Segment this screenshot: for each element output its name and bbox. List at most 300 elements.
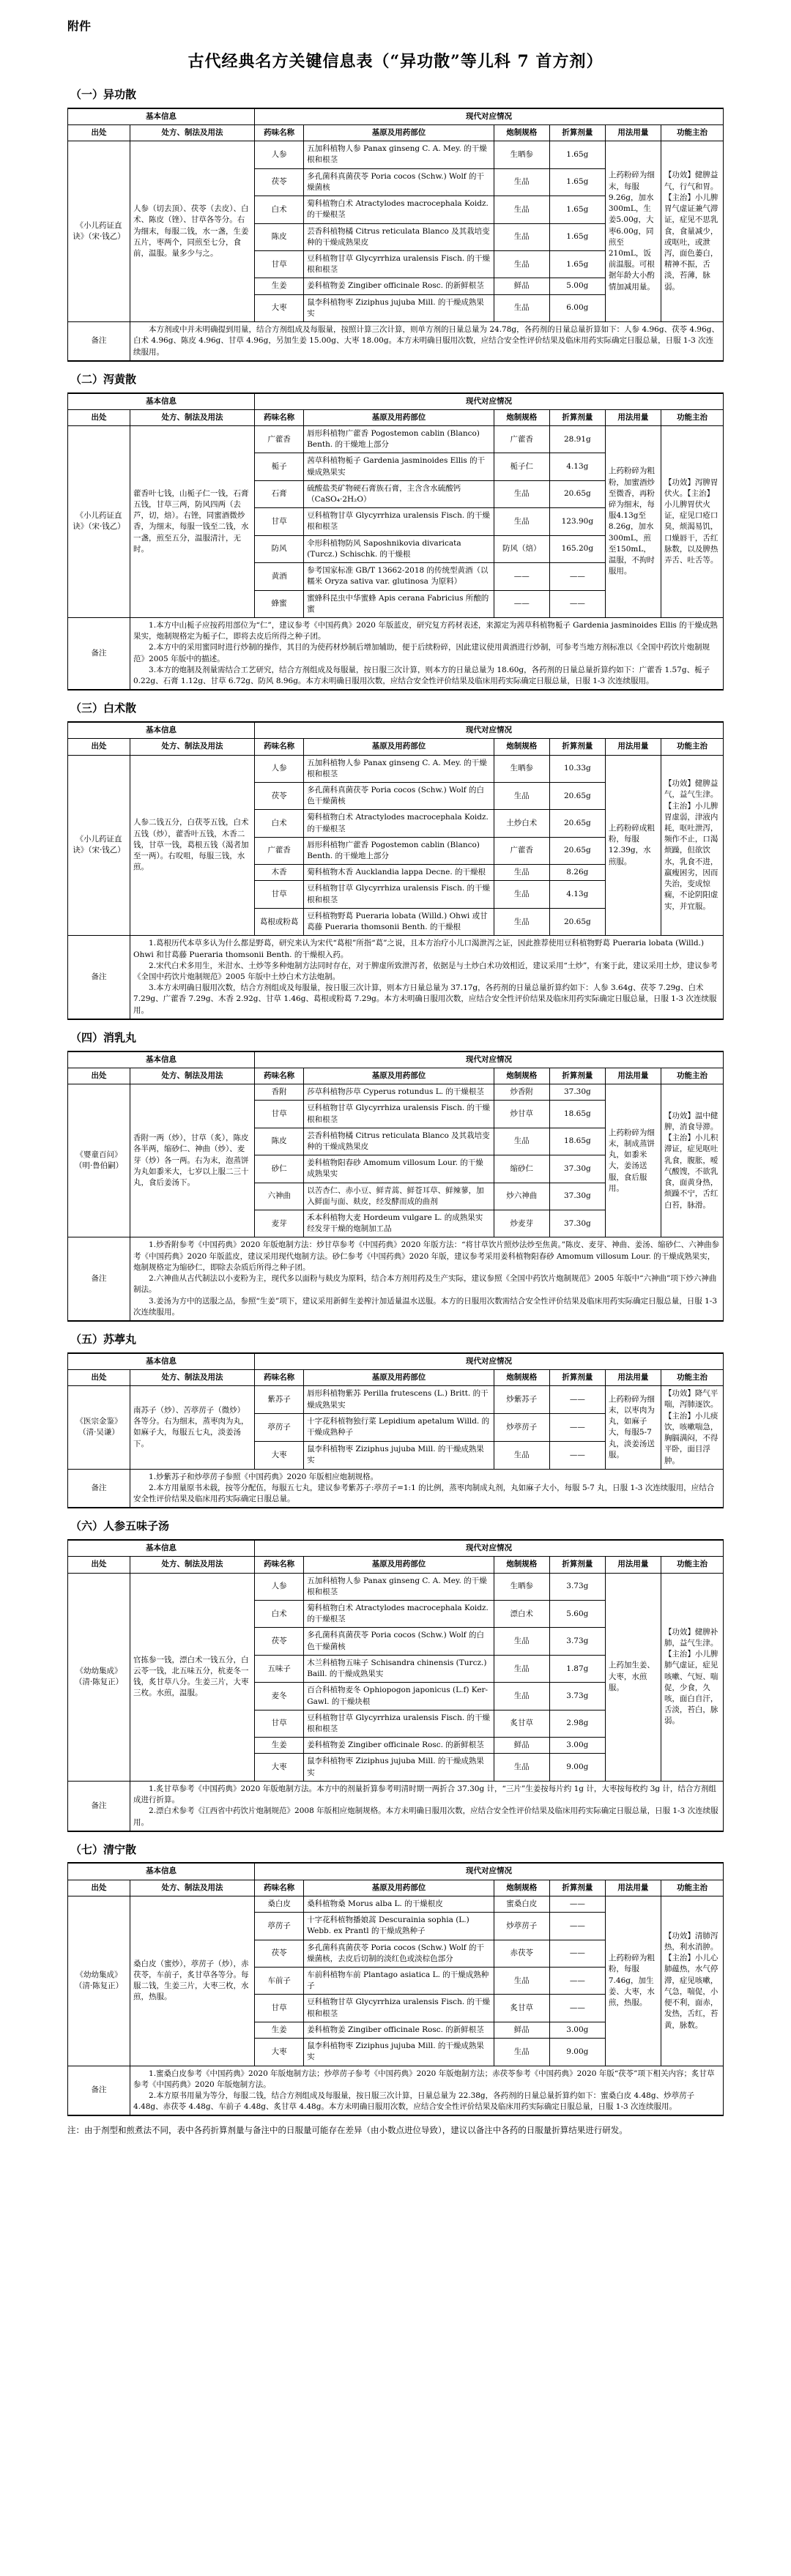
header-dose: 折算剂量 — [549, 1068, 605, 1084]
dose-cell: 9.00g — [549, 1754, 605, 1781]
method-cell: 南苏子（炒）、苦葶苈子（微炒）各等分。右为细末，蒸枣肉为丸，如麻子大，每服五七丸，淡姜汤下。 — [130, 1386, 255, 1470]
origin-cell: 鼠李科植物枣 Ziziphus jujuba Mill. 的干燥成熟果实 — [304, 2039, 494, 2066]
herb-cell: 防风 — [255, 535, 304, 562]
dose-cell: 18.65g — [549, 1101, 605, 1128]
spec-cell: 炒葶苈子 — [494, 1414, 549, 1442]
header-usage: 用法用量 — [605, 125, 661, 141]
header-function: 功能主治 — [661, 409, 723, 425]
header-source: 出处 — [68, 1369, 130, 1385]
section-heading: （七）清宁散 — [70, 1842, 137, 1856]
dose-cell: 5.60g — [549, 1601, 605, 1628]
header-basic-info: 基本信息 — [68, 108, 255, 125]
origin-cell: 豆科植物甘草 Glycyrrhiza uralensis Fisch. 的干燥根和根茎 — [304, 251, 494, 278]
herb-cell: 生姜 — [255, 278, 304, 294]
herb-cell: 人参 — [255, 141, 304, 168]
origin-cell: 唇形科植物广藿香 Pogostemon cablin (Blanco) Benth. 的干燥地上部分 — [304, 837, 494, 864]
spec-cell: 生品 — [494, 865, 549, 881]
section-heading: （四）消乳丸 — [70, 1030, 137, 1044]
herb-cell: 麦冬 — [255, 1683, 304, 1710]
note-cell — [130, 618, 724, 690]
header-herb: 药味名称 — [255, 1068, 304, 1084]
origin-cell: 姜科植物姜 Zingiber officinale Rosc. 的新鲜根茎 — [304, 278, 494, 294]
source-cell: 《医宗金鉴》（清·吴谦） — [68, 1386, 130, 1470]
header-usage: 用法用量 — [605, 1557, 661, 1573]
herb-cell: 生姜 — [255, 1738, 304, 1754]
section-heading: （一）异功散 — [70, 88, 137, 102]
method-cell: 官拣参一钱，漂白术一钱五分，白云苓一钱，北五味五分，杭麦冬一钱，炙甘草八分。生姜三片，大枣三枚。水煎，温服。 — [130, 1573, 255, 1781]
table-row — [68, 1573, 724, 1600]
herb-cell: 生姜 — [255, 2022, 304, 2038]
usage-cell: 上药粉碎为细末，每服9.26g，加水300mL，生姜5.00g，大枣6.00g，同煎至210mL，饭前温服。可根据年龄大小酌情加减用量。 — [605, 141, 661, 322]
herb-cell: 陈皮 — [255, 1128, 304, 1155]
origin-cell: 芸香科植物橘 Citrus reticulata Blanco 及其栽培变种的干燥成熟果皮 — [304, 1128, 494, 1155]
dose-cell: 10.33g — [549, 755, 605, 782]
formula-table — [67, 1862, 724, 2116]
section-heading: （二）泻黄散 — [70, 372, 137, 386]
herb-cell: 甘草 — [255, 1995, 304, 2022]
herb-cell: 香附 — [255, 1084, 304, 1101]
note-paragraph: 2.本方原书用量为等分，每服二钱，结合方剂组成及每服量，按日服三次计算，日量总量为 22.38g，各药剂的日量总量折算约如下：蜜桑白皮 4.48g、炒葶苈子 4.48g、赤茯苓 4.48g、车前子 4.48g、炙甘草 4.48g。本方未明确日服用次数，应结合安全性评价结果及临床用药实际确定日服总量，日服 1-3 次连续服用。 — [133, 2091, 695, 2112]
header-source: 出处 — [68, 409, 130, 425]
usage-cell: 上药粉碎为粗粉，每服7.46g，加生姜、大枣，水煎，热服。 — [605, 1896, 661, 2066]
origin-cell: 豆科植物野葛 Pueraria lobata (Willd.) Ohwi 或甘葛藤 Pueraria thomsonii Benth. 的干燥根 — [304, 908, 494, 935]
function-cell: 【功效】健脾益气，益气生津。【主治】小儿脾胃虚弱，津液内耗，呕吐泄泻，频作不止，口渴烦躁，但欲饮水，乳食不进，羸瘦困劣，因而失治，变成惊痫，不论阴阳虚实，并宜服。 — [661, 755, 723, 936]
spec-cell: —— — [494, 590, 549, 617]
note-paragraph: 1.炙甘草参考《中国药典》2020 年版炮制方法。本方中的剂量折算参考明清时期一两折合 37.30g 计，“三片”生姜按每片约 1g 计，大枣按每枚约 3g 计，结合方剂组成进行折算。 — [133, 1784, 716, 1805]
note-paragraph: 3.本方未明确日服用次数，结合方剂组成及每服量，按日服三次计算，则本方日量总量为 37.17g，各药剂的日量总量折算约如下：人参 3.64g、茯苓 7.29g、白术 7.29g、广藿香 7.29g、木香 2.92g、甘草 1.46g、葛根或粉葛 7.29g。本方未明确日服用次数，应结合安全性评价结果及临床用药实际确定日服总量，日服 1-3 次连续服用。 — [133, 983, 717, 1015]
note-paragraph: 3.姜汤为方中的送服之品，参照“生姜”项下，建议采用新鲜生姜榨汁加适量温水送服。本方的日服用次数需结合安全性评价结果及临床用药实际确定日服总量，日服 1-3 次连续服用。 — [133, 1296, 718, 1317]
herb-cell: 白术 — [255, 1601, 304, 1628]
header-function: 功能主治 — [661, 1880, 723, 1896]
usage-cell: 上药粉碎为细末，以枣肉为丸，如麻子大，每服5-7丸，淡姜汤送服。 — [605, 1386, 661, 1470]
usage-cell: 上药粉碎为粗粉，加蜜酒炒至微香，再粉碎为细末，每服4.13g至8.26g，加水300mL，煎至150mL，温服，不拘时服用。 — [605, 425, 661, 617]
document-title: 古代经典名方关键信息表（“异功散”等儿科 7 首方剂） — [187, 52, 604, 72]
herb-cell: 陈皮 — [255, 223, 304, 250]
header-modern: 现代对应情况 — [255, 1051, 724, 1068]
spec-cell: 生品 — [494, 1628, 549, 1655]
function-cell: 【功效】温中健脾，消食导滞。【主治】小儿积滞证，症见呕吐乳食，腹胀，嗳气酸馊，不欲乳食，面黄身热，烦躁不宁，舌红白苔，脉滑。 — [661, 1084, 723, 1237]
origin-cell: 唇形科植物广藿香 Pogostemon cablin (Blanco) Benth. 的干燥地上部分 — [304, 425, 494, 453]
spec-cell: 生晒参 — [494, 1573, 549, 1600]
origin-cell: 姜科植物阳春砂 Amomum villosum Lour. 的干燥成熟果实 — [304, 1155, 494, 1183]
usage-cell: 上药粉碎为细末，制成蒸饼丸，如黍米大，姜汤送服，食后服用。 — [605, 1084, 661, 1237]
herb-cell: 大枣 — [255, 294, 304, 321]
herb-cell: 大枣 — [255, 1441, 304, 1469]
header-origin: 基原及用药部位 — [304, 1557, 494, 1573]
header-method: 处方、制法及用法 — [130, 739, 255, 755]
note-label: 备注 — [68, 1781, 130, 1831]
spec-cell: 生品 — [494, 168, 549, 196]
note-cell — [130, 936, 724, 1019]
origin-cell: 参考国家标准 GB/T 13662-2018 的传统型黄酒（以糯米 Oryza sativa var. glutinosa 为原料） — [304, 563, 494, 590]
origin-cell: 十字花科植物播娘蒿 Descurainia sophia (L.) Webb. ex Prantl 的干燥成熟种子 — [304, 1913, 494, 1940]
dose-cell: 20.65g — [549, 908, 605, 935]
note-cell — [130, 322, 724, 361]
formula-table — [67, 1539, 724, 1832]
header-source: 出处 — [68, 1880, 130, 1896]
spec-cell: 生品 — [494, 1128, 549, 1155]
dose-cell: —— — [549, 590, 605, 617]
dose-cell: 20.65g — [549, 810, 605, 837]
formula-table — [67, 1051, 724, 1322]
spec-cell: 生品 — [494, 223, 549, 250]
herb-cell: 甘草 — [255, 508, 304, 535]
note-row — [68, 618, 724, 690]
header-spec: 炮制规格 — [494, 1880, 549, 1896]
dose-cell: 37.30g — [549, 1155, 605, 1183]
spec-cell: 生晒参 — [494, 141, 549, 168]
origin-cell: 五加科植物人参 Panax ginseng C. A. Mey. 的干燥根和根茎 — [304, 755, 494, 782]
dose-cell: —— — [549, 1414, 605, 1442]
header-function: 功能主治 — [661, 1557, 723, 1573]
note-paragraph: 1.本方中山栀子应按药用部位为“仁”，建议参考《中国药典》2020 年版蓝皮，研究复方药材表述，来源定为茜草科植物栀子 Gardenia jasminoides Ellis 的干燥成熟果实，炮制规格定为栀子仁，即将去皮后所得之种子团。 — [133, 621, 718, 641]
header-method: 处方、制法及用法 — [130, 1557, 255, 1573]
note-label: 备注 — [68, 322, 130, 361]
dose-cell: 28.91g — [549, 425, 605, 453]
header-basic-info: 基本信息 — [68, 393, 255, 410]
method-cell: 人参（切去顶）、茯苓（去皮）、白术、陈皮（锉）、甘草各等分。右为细末，每服二钱，水一盏，生姜五片，枣两个，同煎至七分，食前，温服。量多少与之。 — [130, 141, 255, 322]
header-method: 处方、制法及用法 — [130, 125, 255, 141]
dose-cell: 3.00g — [549, 2022, 605, 2038]
dose-cell: 37.30g — [549, 1183, 605, 1210]
spec-cell: 赤茯苓 — [494, 1940, 549, 1967]
origin-cell: 豆科植物甘草 Glycyrrhiza uralensis Fisch. 的干燥根和根茎 — [304, 881, 494, 908]
header-source: 出处 — [68, 739, 130, 755]
spec-cell: 广藿香 — [494, 425, 549, 453]
header-basic-info: 基本信息 — [68, 1051, 255, 1068]
header-dose: 折算剂量 — [549, 409, 605, 425]
header-modern: 现代对应情况 — [255, 722, 724, 739]
herb-cell: 广藿香 — [255, 425, 304, 453]
herb-cell: 蜂蜜 — [255, 590, 304, 617]
table-row — [68, 1896, 724, 1912]
spec-cell: 生品 — [494, 294, 549, 321]
dose-cell: 20.65g — [549, 837, 605, 864]
origin-cell: 豆科植物甘草 Glycyrrhiza uralensis Fisch. 的干燥根和根茎 — [304, 1101, 494, 1128]
origin-cell: 五加科植物人参 Panax ginseng C. A. Mey. 的干燥根和根茎 — [304, 1573, 494, 1600]
formula-sections — [67, 87, 724, 2116]
note-label: 备注 — [68, 936, 130, 1019]
herb-cell: 六神曲 — [255, 1183, 304, 1210]
herb-cell: 大枣 — [255, 2039, 304, 2066]
header-method: 处方、制法及用法 — [130, 1880, 255, 1896]
dose-cell: —— — [549, 1896, 605, 1912]
note-label: 备注 — [68, 618, 130, 690]
spec-cell: 防风（焙） — [494, 535, 549, 562]
herb-cell: 茯苓 — [255, 1940, 304, 1967]
header-dose: 折算剂量 — [549, 125, 605, 141]
note-paragraph: 2.漂白术参考《江西省中药饮片炮制规范》2008 年版相应炮制规格。本方未明确日服用次数，应结合安全性评价结果及临床用药实际确定日服总量，日服 1-3 次连续服用。 — [133, 1806, 718, 1827]
spec-cell: 生品 — [494, 1655, 549, 1682]
spec-cell: 生品 — [494, 908, 549, 935]
table-row — [68, 755, 724, 782]
note-row — [68, 936, 724, 1019]
herb-cell: 砂仁 — [255, 1155, 304, 1183]
dose-cell: 1.65g — [549, 141, 605, 168]
origin-cell: 硫酸盐类矿物硬石膏族石膏，主含含水硫酸钙（CaSO₄·2H₂O） — [304, 480, 494, 507]
spec-cell: 生品 — [494, 251, 549, 278]
spec-cell: 蜜桑白皮 — [494, 1896, 549, 1912]
header-usage: 用法用量 — [605, 739, 661, 755]
herb-cell: 甘草 — [255, 1101, 304, 1128]
note-label: 备注 — [68, 1237, 130, 1321]
dose-cell: 2.98g — [549, 1710, 605, 1737]
spec-cell: 生品 — [494, 508, 549, 535]
spec-cell: 生品 — [494, 1441, 549, 1469]
header-function: 功能主治 — [661, 1369, 723, 1385]
spec-cell: 生品 — [494, 2039, 549, 2066]
table-row — [68, 1386, 724, 1414]
header-dose: 折算剂量 — [549, 1369, 605, 1385]
origin-cell: 多孔菌科真菌茯苓 Poria cocos (Schw.) Wolf 的白色干燥菌核 — [304, 782, 494, 809]
section-heading: （五）苏葶丸 — [70, 1333, 137, 1347]
herb-cell: 甘草 — [255, 251, 304, 278]
dose-cell: 3.73g — [549, 1573, 605, 1600]
table-row — [68, 425, 724, 453]
spec-cell: 炙甘草 — [494, 1710, 549, 1737]
dose-cell: —— — [549, 1995, 605, 2022]
herb-cell: 栀子 — [255, 453, 304, 480]
header-herb: 药味名称 — [255, 409, 304, 425]
spec-cell: 炒紫苏子 — [494, 1386, 549, 1414]
footnote: 注：由于剂型和煎煮法不同，表中各药折算剂量与备注中的日服量可能存在差异（由小数点进位导致），建议以备注中各药的日服量折算结果进行研发。 — [67, 2125, 628, 2136]
formula-table — [67, 721, 724, 1020]
method-cell: 桑白皮（蜜炒），葶苈子（炒），赤茯苓，车前子，炙甘草各等分。每服二钱，生姜三片，大枣三枚，水煎，热服。 — [130, 1896, 255, 2066]
spec-cell: 鲜品 — [494, 1738, 549, 1754]
header-method: 处方、制法及用法 — [130, 1369, 255, 1385]
header-usage: 用法用量 — [605, 409, 661, 425]
spec-cell: 栀子仁 — [494, 453, 549, 480]
origin-cell: 鼠李科植物枣 Ziziphus jujuba Mill. 的干燥成熟果实 — [304, 294, 494, 321]
source-cell: 《幼幼集成》（清·陈复正） — [68, 1573, 130, 1781]
header-dose: 折算剂量 — [549, 739, 605, 755]
header-usage: 用法用量 — [605, 1880, 661, 1896]
herb-cell: 茯苓 — [255, 1628, 304, 1655]
dose-cell: 165.20g — [549, 535, 605, 562]
formula-table — [67, 1352, 724, 1509]
header-function: 功能主治 — [661, 1068, 723, 1084]
herb-cell: 桑白皮 — [255, 1896, 304, 1912]
method-cell: 藿香叶七钱，山栀子仁一钱，石膏五钱，甘草三两，防风四两（去芦，切，焙）。右锉，同蜜酒微炒香，为细末，每服一钱至二钱，水一盏，煎至五分，温服清汁，无时。 — [130, 425, 255, 617]
header-origin: 基原及用药部位 — [304, 1369, 494, 1385]
header-modern: 现代对应情况 — [255, 393, 724, 410]
dose-cell: 20.65g — [549, 480, 605, 507]
header-origin: 基原及用药部位 — [304, 1068, 494, 1084]
spec-cell: 炒葶苈子 — [494, 1913, 549, 1940]
header-method: 处方、制法及用法 — [130, 409, 255, 425]
header-modern: 现代对应情况 — [255, 1863, 724, 1880]
spec-cell: 鲜品 — [494, 278, 549, 294]
origin-cell: 莎草科植物莎草 Cyperus rotundus L. 的干燥根茎 — [304, 1084, 494, 1101]
herb-cell: 麦芽 — [255, 1210, 304, 1237]
dose-cell: 1.87g — [549, 1655, 605, 1682]
herb-cell: 葶苈子 — [255, 1913, 304, 1940]
origin-cell: 唇形科植物紫苏 Perilla frutescens (L.) Britt. 的干燥成熟果实 — [304, 1386, 494, 1414]
header-origin: 基原及用药部位 — [304, 1880, 494, 1896]
spec-cell: 炙甘草 — [494, 1995, 549, 2022]
usage-cell: 上药粉碎成粗粉，每服12.39g，水煎服。 — [605, 755, 661, 936]
spec-cell: —— — [494, 563, 549, 590]
function-cell: 【功效】泻脾胃伏火。【主治】小儿脾胃伏火证，症见口疮口臭，烦渴易饥，口燥唇干，舌红脉数，以及脾热弄舌、吐舌等。 — [661, 425, 723, 617]
dose-cell: —— — [549, 1913, 605, 1940]
note-row — [68, 1781, 724, 1831]
spec-cell: 炒六神曲 — [494, 1183, 549, 1210]
herb-cell: 大枣 — [255, 1754, 304, 1781]
dose-cell: 6.00g — [549, 294, 605, 321]
herb-cell: 茯苓 — [255, 782, 304, 809]
note-paragraph: 3.本方的炮制及剂量需结合工艺研究，结合方剂组成及每服量，按日服三次计算，则本方的日量总量为 18.60g，各药剂的日量总量折算约如下：广藿香 1.57g、栀子 0.22g、石膏 1.12g、甘草 6.72g、防风 8.96g。本方未明确日服用次数，应结合安全性评价结果及临床用药实际确定日服总量，日服 1-3 次连续服用。 — [133, 665, 710, 686]
source-cell: 《小儿药证直诀》（宋·钱乙） — [68, 141, 130, 322]
formula-table — [67, 108, 724, 362]
header-origin: 基原及用药部位 — [304, 125, 494, 141]
dose-cell: —— — [549, 1968, 605, 1995]
herb-cell: 白术 — [255, 810, 304, 837]
dose-cell: 1.65g — [549, 223, 605, 250]
header-herb: 药味名称 — [255, 125, 304, 141]
note-label: 备注 — [68, 2066, 130, 2115]
origin-cell: 多孔菌科真菌茯苓 Poria cocos (Schw.) Wolf 的干燥菌核 — [304, 168, 494, 196]
herb-cell: 人参 — [255, 755, 304, 782]
note-paragraph: 2.本方用量原书未载，按等分配伍，每服五七丸，建议参考紫苏子:葶苈子=1:1 的比例，蒸枣肉制成丸剂，丸如麻子大小，每服 5-7 丸，日服 1-3 次连续服用，应结合安全性评价结果及临床用药实际确定日服总量。 — [133, 1483, 715, 1504]
herb-cell: 甘草 — [255, 881, 304, 908]
dose-cell: —— — [549, 1441, 605, 1469]
dose-cell: 3.73g — [549, 1683, 605, 1710]
header-usage: 用法用量 — [605, 1068, 661, 1084]
origin-cell: 伞形科植物防风 Saposhnikovia divaricata (Turcz.) Schischk. 的干燥根 — [304, 535, 494, 562]
method-cell: 香附一两（炒），甘草（炙），陈皮各半两，缩砂仁、神曲（炒）、麦芽（炒）各一两。右为末，泡蒸饼为丸如黍米大，七岁以上服二三十丸，食后姜汤下。 — [130, 1084, 255, 1237]
note-cell — [130, 1781, 724, 1831]
herb-cell: 紫苏子 — [255, 1386, 304, 1414]
dose-cell: —— — [549, 1940, 605, 1967]
note-paragraph: 2.六神曲从古代制法以小麦粉为主，现代多以面粉与麸皮为原料，结合本方剂用药及生产实际，建议参照《全国中药饮片炮制规范》2005 年版中“六神曲”项下炒六神曲制法。 — [133, 1274, 717, 1295]
header-source: 出处 — [68, 1557, 130, 1573]
spec-cell: 生品 — [494, 196, 549, 223]
source-cell: 《小儿药证直诀》（宋·钱乙） — [68, 755, 130, 936]
spec-cell: 土炒白术 — [494, 810, 549, 837]
header-spec: 炮制规格 — [494, 739, 549, 755]
note-cell — [130, 1469, 724, 1508]
dose-cell: 4.13g — [549, 881, 605, 908]
origin-cell: 豆科植物甘草 Glycyrrhiza uralensis Fisch. 的干燥根和根茎 — [304, 1710, 494, 1737]
header-usage: 用法用量 — [605, 1369, 661, 1385]
spec-cell: 缩砂仁 — [494, 1155, 549, 1183]
spec-cell: 生品 — [494, 1683, 549, 1710]
header-spec: 炮制规格 — [494, 125, 549, 141]
origin-cell: 茜草科植物栀子 Gardenia jasminoides Ellis 的干燥成熟果实 — [304, 453, 494, 480]
spec-cell: 生品 — [494, 782, 549, 809]
dose-cell: 37.30g — [549, 1210, 605, 1237]
header-modern: 现代对应情况 — [255, 108, 724, 125]
spec-cell: 广藿香 — [494, 837, 549, 864]
herb-cell: 葛根或粉葛 — [255, 908, 304, 935]
herb-cell: 白术 — [255, 196, 304, 223]
herb-cell: 车前子 — [255, 1968, 304, 1995]
header-herb: 药味名称 — [255, 739, 304, 755]
origin-cell: 蜜蜂科昆虫中华蜜蜂 Apis cerana Fabricius 所酿的蜜 — [304, 590, 494, 617]
spec-cell: 生品 — [494, 480, 549, 507]
origin-cell: 菊科植物木香 Aucklandia lappa Decne. 的干燥根 — [304, 865, 494, 881]
dose-cell: 9.00g — [549, 2039, 605, 2066]
dose-cell: 18.65g — [549, 1128, 605, 1155]
origin-cell: 以苦杏仁、赤小豆、鲜青蒿、鲜苍耳草、鲜辣蓼，加入鲜面与面、麸皮，经发酵而成的曲剂 — [304, 1183, 494, 1210]
header-spec: 炮制规格 — [494, 1068, 549, 1084]
function-cell: 【功效】降气平喘，泻肺逐饮。【主治】小儿痰饮，咳嗽喘急，胸膈满闷，不得平卧，面目浮肿。 — [661, 1386, 723, 1470]
origin-cell: 五加科植物人参 Panax ginseng C. A. Mey. 的干燥根和根茎 — [304, 141, 494, 168]
herb-cell: 葶苈子 — [255, 1414, 304, 1442]
header-basic-info: 基本信息 — [68, 1863, 255, 1880]
attachment-label: 附件 — [67, 19, 92, 33]
header-origin: 基原及用药部位 — [304, 409, 494, 425]
dose-cell: —— — [549, 1386, 605, 1414]
function-cell: 【功效】健脾益气，行气和胃。【主治】小儿脾胃气虚证兼气滞证，症见不思乳食，食量减少，或呕吐，或泄泻，面色萎白，精神不振，舌淡，苔薄，脉弱。 — [661, 141, 723, 322]
origin-cell: 十字花科植物独行菜 Lepidium apetalum Willd. 的干燥成熟种子 — [304, 1414, 494, 1442]
header-spec: 炮制规格 — [494, 1369, 549, 1385]
header-function: 功能主治 — [661, 125, 723, 141]
origin-cell: 桑科植物桑 Morus alba L. 的干燥根皮 — [304, 1896, 494, 1912]
dose-cell: 20.65g — [549, 782, 605, 809]
herb-cell: 广藿香 — [255, 837, 304, 864]
origin-cell: 鼠李科植物枣 Ziziphus jujuba Mill. 的干燥成熟果实 — [304, 1754, 494, 1781]
header-spec: 炮制规格 — [494, 409, 549, 425]
header-herb: 药味名称 — [255, 1880, 304, 1896]
spec-cell: 炒香附 — [494, 1084, 549, 1101]
header-herb: 药味名称 — [255, 1369, 304, 1385]
spec-cell: 生品 — [494, 881, 549, 908]
header-dose: 折算剂量 — [549, 1880, 605, 1896]
header-modern: 现代对应情况 — [255, 1540, 724, 1557]
note-cell — [130, 2066, 724, 2115]
header-spec: 炮制规格 — [494, 1557, 549, 1573]
dose-cell: 123.90g — [549, 508, 605, 535]
note-row — [68, 2066, 724, 2115]
dose-cell: 37.30g — [549, 1084, 605, 1101]
dose-cell: 1.65g — [549, 251, 605, 278]
origin-cell: 豆科植物甘草 Glycyrrhiza uralensis Fisch. 的干燥根和根茎 — [304, 508, 494, 535]
dose-cell: 1.65g — [549, 168, 605, 196]
section-heading: （三）白术散 — [70, 701, 137, 715]
header-source: 出处 — [68, 1068, 130, 1084]
origin-cell: 禾本科植物大麦 Hordeum vulgare L. 的成熟果实经发芽干燥的炮制加工品 — [304, 1210, 494, 1237]
dose-cell: 3.00g — [549, 1738, 605, 1754]
origin-cell: 多孔菌科真菌茯苓 Poria cocos (Schw.) Wolf 的干燥菌核，去皮后切制的淡红色或淡棕色部分 — [304, 1940, 494, 1967]
herb-cell: 茯苓 — [255, 168, 304, 196]
origin-cell: 豆科植物甘草 Glycyrrhiza uralensis Fisch. 的干燥根和根茎 — [304, 1995, 494, 2022]
dose-cell: 8.26g — [549, 865, 605, 881]
herb-cell: 五味子 — [255, 1655, 304, 1682]
origin-cell: 百合科植物麦冬 Ophiopogon japonicus (L.f) Ker-Gawl. 的干燥块根 — [304, 1683, 494, 1710]
function-cell: 【功效】健脾补肺，益气生津。【主治】小儿脾肺气虚证，症见咳嗽、气短、喘促，少食，久咳，面白自汗，舌淡，苔白，脉弱。 — [661, 1573, 723, 1781]
origin-cell: 木兰科植物五味子 Schisandra chinensis (Turcz.) Baill. 的干燥成熟果实 — [304, 1655, 494, 1682]
source-cell: 《婴童百问》（明·鲁伯嗣） — [68, 1084, 130, 1237]
note-paragraph: 2.本方中的采用蜜同时进行炒制的操作，其目的为使药材炒制后增加辅助，便于后续粉碎，因此建议使用黄酒进行炒制，可参考当地方剂标准以《全国中药饮片炮制规范》2005 年版中的描述。 — [133, 643, 710, 663]
spec-cell: 漂白术 — [494, 1601, 549, 1628]
dose-cell: 3.73g — [549, 1628, 605, 1655]
header-basic-info: 基本信息 — [68, 722, 255, 739]
origin-cell: 芸香科植物橘 Citrus reticulata Blanco 及其栽培变种的干燥成熟果皮 — [304, 223, 494, 250]
origin-cell: 姜科植物姜 Zingiber officinale Rosc. 的新鲜根茎 — [304, 2022, 494, 2038]
spec-cell: 生晒参 — [494, 755, 549, 782]
origin-cell: 车前科植物车前 Plantago asiatica L. 的干燥成熟种子 — [304, 1968, 494, 1995]
header-dose: 折算剂量 — [549, 1557, 605, 1573]
header-function: 功能主治 — [661, 739, 723, 755]
origin-cell: 菊科植物白术 Atractylodes macrocephala Koidz. 的干燥根茎 — [304, 196, 494, 223]
herb-cell: 人参 — [255, 1573, 304, 1600]
note-row — [68, 1469, 724, 1508]
dose-cell: —— — [549, 563, 605, 590]
source-cell: 《幼幼集成》（清·陈复正） — [68, 1896, 130, 2066]
usage-cell: 上药加生姜、大枣，水煎服。 — [605, 1573, 661, 1781]
origin-cell: 鼠李科植物枣 Ziziphus jujuba Mill. 的干燥成熟果实 — [304, 1441, 494, 1469]
